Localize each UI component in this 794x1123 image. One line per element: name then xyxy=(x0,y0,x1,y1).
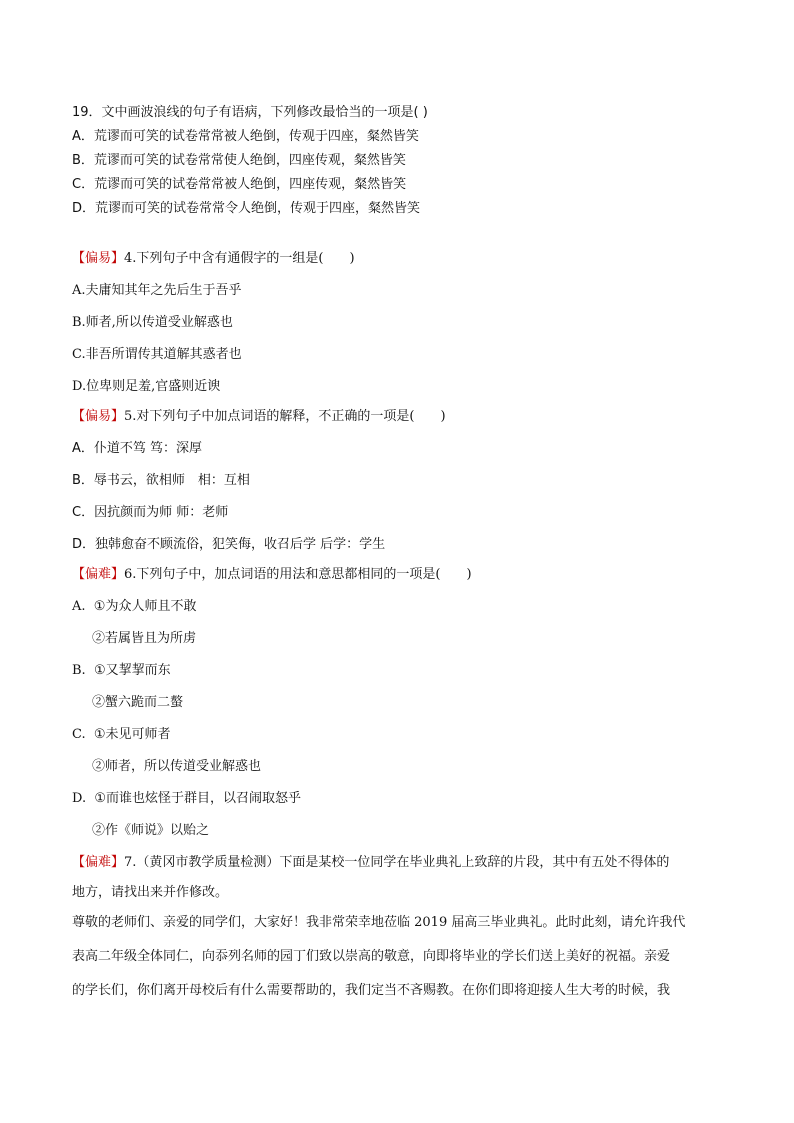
q5-option-b: B．辱书云，欲相师 相：互相 xyxy=(72,473,250,488)
q19-option-b: B．荒谬而可笑的试卷常常使人绝倒，四座传观，粲然皆笑 xyxy=(72,153,406,168)
q6-group-d-sentence-2: ②作《师说》以贻之 xyxy=(92,823,210,838)
q6-group-a-sentence-1: ①为众人师且不敢 xyxy=(93,599,197,614)
q7-passage-line-2: 表高二年级全体同仁，向忝列名师的园丁们致以崇高的敬意，向即将毕业的学长们送上美好的祝福。亲爱 xyxy=(72,949,671,964)
q5-option-c: C．因抗颜而为师 师：老师 xyxy=(72,505,229,520)
q19-option-a: A．荒谬而可笑的试卷常常被人绝倒，传观于四座，粲然皆笑 xyxy=(72,129,419,144)
q19-option-c: C．荒谬而可笑的试卷常常被人绝倒，四座传观，粲然皆笑 xyxy=(72,177,407,192)
q6-group-b-sentence-2: ②蟹六跪而二螯 xyxy=(92,695,184,710)
q5-heading xyxy=(72,408,446,426)
q6-group-c-sentence-1: ①未见可师者 xyxy=(93,727,171,742)
q6-group-c-sentence-2: ②师者，所以传道受业解惑也 xyxy=(92,759,262,774)
q7-stem-line-2: 地方，请找出来并作修改。 xyxy=(72,885,229,900)
difficulty-tag: 【偏难】 xyxy=(72,855,125,870)
q6-group-c-first xyxy=(72,726,171,744)
q4-stem: 4.下列句子中含有通假字的一组是( ) xyxy=(124,251,355,266)
q7-stem-line-1: 7.（黄冈市教学质量检测）下面是某校一位同学在毕业典礼上致辞的片段，其中有五处不得体的 xyxy=(124,855,670,870)
q5-stem: 5.对下列句子中加点词语的解释，不正确的一项是( ) xyxy=(124,409,446,424)
q6-group-label: C. xyxy=(72,727,86,742)
difficulty-tag: 【偏易】 xyxy=(72,251,125,266)
q6-group-label: B. xyxy=(72,663,86,678)
q4-option-c: C.非吾所谓传其道解其惑者也 xyxy=(72,347,242,362)
q6-group-d-sentence-1: ①而谁也炫怪于群目，以召闹取怒乎 xyxy=(94,791,302,806)
q6-group-label: D. xyxy=(72,791,87,806)
q7-passage-line-3: 的学长们，你们离开母校后有什么需要帮助的，我们定当不吝赐教。在你们即将迎接人生大考的时候，我 xyxy=(72,983,671,998)
q4-option-b: B.师者,所以传道受业解惑也 xyxy=(72,315,233,330)
q4-option-a: A.夫庸知其年之先后生于吾乎 xyxy=(72,283,242,298)
q6-group-b-sentence-1: ①又挈挈而东 xyxy=(93,663,171,678)
q6-stem: 6.下列句子中，加点词语的用法和意思都相同的一项是( ) xyxy=(124,567,472,582)
q19-stem: 19．文中画波浪线的句子有语病，下列修改最恰当的一项是( ) xyxy=(72,105,428,120)
q6-group-a-first xyxy=(72,598,196,616)
q7-heading xyxy=(72,854,724,872)
difficulty-tag: 【偏难】 xyxy=(72,567,125,582)
q6-group-b-first xyxy=(72,662,171,680)
q4-heading xyxy=(72,250,355,268)
q19-option-d: D．荒谬而可笑的试卷常常令人绝倒，传观于四座，粲然皆笑 xyxy=(72,201,421,216)
q5-option-d: D．独韩愈奋不顾流俗，犯笑侮，收召后学 后学：学生 xyxy=(72,537,386,552)
q6-group-d-first xyxy=(72,790,301,808)
q4-option-d: D.位卑则足羞,官盛则近谀 xyxy=(72,379,221,394)
q6-heading xyxy=(72,566,472,584)
difficulty-tag: 【偏易】 xyxy=(72,409,125,424)
q6-group-label: A. xyxy=(72,599,86,614)
q7-passage-line-1: 尊敬的老师们、亲爱的同学们，大家好！我非常荣幸地莅临 2019 届高三毕业典礼。此时此刻，请允许我代 xyxy=(72,915,686,930)
q6-group-a-sentence-2: ②若属皆且为所虏 xyxy=(92,631,197,646)
q5-option-a: A．仆道不笃 笃：深厚 xyxy=(72,441,203,456)
